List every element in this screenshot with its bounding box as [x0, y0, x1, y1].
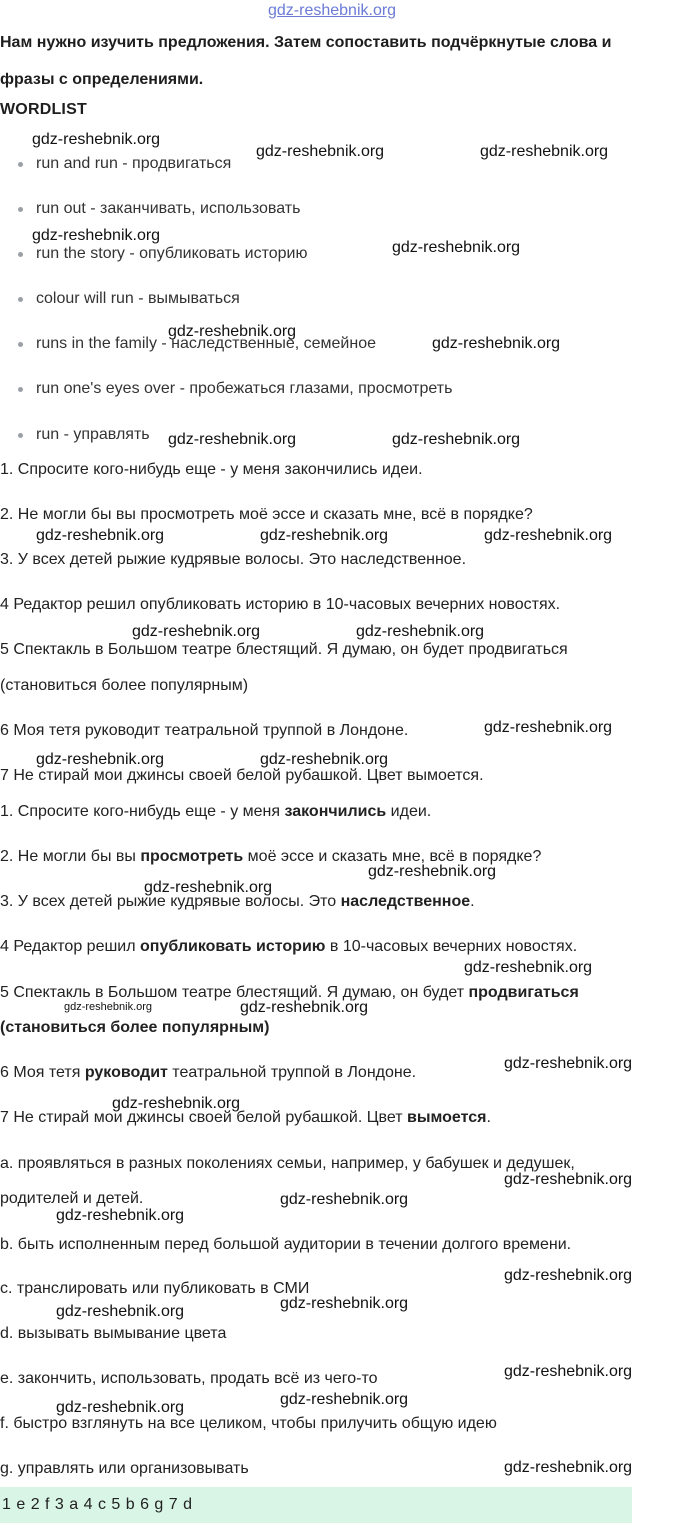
definition-line: b. быть исполненным перед большой аудитории в течении долгого времени. [0, 1236, 572, 1253]
definition-line: родителей и детей. [0, 1190, 144, 1207]
sentence-4: 4 Редактор решил опубликовать историю в 10-часовых вечерних новостях. [0, 938, 578, 955]
watermark-text: gdz-reshebnik.org [260, 527, 389, 544]
translation-line: 2. Не могли бы вы просмотреть моё эссе и сказать мне, всё в порядке? [0, 506, 533, 523]
watermark-text: gdz-reshebnik.org [432, 335, 561, 352]
watermark-text: gdz-reshebnik.org [368, 863, 497, 880]
bold-phrase: наследственное [340, 893, 471, 910]
sentence-5-cont [0, 1018, 269, 1038]
answer-text: 1 e 2 f 3 a 4 c 5 b 6 g 7 d [2, 1496, 193, 1513]
watermark-text: gdz-reshebnik.org [484, 527, 613, 544]
bold-phrase: закончились [284, 803, 387, 820]
bullet-icon [18, 207, 23, 212]
watermark-text: gdz-reshebnik.org [504, 1459, 633, 1476]
watermark-text: gdz-reshebnik.org [144, 879, 273, 896]
bullet-icon [18, 297, 23, 302]
watermark-text: gdz-reshebnik.org [504, 1171, 633, 1188]
definition-line: c. транслировать или публиковать в СМИ [0, 1280, 310, 1297]
translation-line: 3. У всех детей рыжие кудрявые волосы. Это наследственное. [0, 551, 467, 568]
top-watermark-link[interactable]: gdz-reshebnik.org [268, 2, 397, 19]
translation-line: 6 Моя тетя руководит театральной труппой в Лондоне. [0, 722, 409, 739]
translation-line: 7 Не стирай мои джинсы своей белой рубашкой. Цвет вымоется. [0, 767, 484, 784]
bullet-icon [18, 252, 23, 257]
sentence-5: 5 Спектакль в Большом театре блестящий. Я думаю, он будет продвигаться [0, 984, 579, 1001]
watermark-text: gdz-reshebnik.org [484, 719, 613, 736]
sentence-1: 1. Спросите кого-нибудь еще - у меня закончились идеи. [0, 803, 432, 820]
bullet-icon [18, 433, 23, 438]
task-line-1: Нам нужно изучить предложения. Затем сопоставить подчёркнутые слова и [0, 34, 612, 51]
definition-line: a. проявляться в разных поколениях семьи, например, у бабушек и дедушек, [0, 1155, 575, 1172]
watermark-text: gdz-reshebnik.org [280, 1191, 409, 1208]
watermark-text: gdz-reshebnik.org [392, 239, 521, 256]
watermark-text: gdz-reshebnik.org [32, 131, 161, 148]
watermark-text: gdz-reshebnik.org [36, 751, 165, 768]
definition-line: f. быстро взглянуть на все целиком, чтобы прилучить общую идею [0, 1415, 497, 1432]
bold-phrase: опубликовать историю [140, 938, 326, 955]
watermark-text: gdz-reshebnik.org [356, 623, 485, 640]
task-line-2: фразы с определениями. [0, 71, 204, 88]
watermark-text: gdz-reshebnik.org [280, 1295, 409, 1312]
watermark-text: gdz-reshebnik.org [132, 623, 261, 640]
translation-line: 1. Спросите кого-нибудь еще - у меня закончились идеи. [0, 461, 423, 478]
watermark-text: gdz-reshebnik.org [392, 431, 521, 448]
watermark-text: gdz-reshebnik.org [36, 527, 165, 544]
bold-phrase: (становиться более популярным) [0, 1019, 270, 1036]
sentence-3: 3. У всех детей рыжие кудрявые волосы. Это наследственное. [0, 893, 475, 910]
bullet-icon [18, 387, 23, 392]
watermark-text: gdz-reshebnik.org [256, 143, 385, 160]
translation-line: (становиться более популярным) [0, 677, 249, 694]
bold-phrase: просмотреть [140, 848, 244, 865]
bold-phrase: продвигаться [468, 984, 579, 1001]
watermark-text: gdz-reshebnik.org [464, 959, 593, 976]
bullet-icon [18, 162, 23, 167]
definition-line: e. закончить, использовать, продать всё из чего-то [0, 1370, 378, 1387]
bold-phrase: руководит [84, 1064, 168, 1081]
sentence-7: 7 Не стирай мои джинсы своей белой рубашкой. Цвет вымоется. [0, 1109, 491, 1126]
watermark-text-small: gdz-reshebnik.org [64, 1001, 153, 1013]
watermark-text: gdz-reshebnik.org [56, 1303, 185, 1320]
watermark-text: gdz-reshebnik.org [260, 751, 389, 768]
bullet-icon [18, 342, 23, 347]
translation-line: 4 Редактор решил опубликовать историю в 10-часовых вечерних новостях. [0, 596, 561, 613]
definition-line: g. управлять или организовывать [0, 1460, 249, 1477]
definition-line: d. вызывать вымывание цвета [0, 1325, 227, 1342]
watermark-text: gdz-reshebnik.org [504, 1267, 633, 1284]
sentence-2: 2. Не могли бы вы просмотреть моё эссе и сказать мне, всё в порядке? [0, 848, 542, 865]
sentence-6: 6 Моя тетя руководит театральной труппой в Лондоне. [0, 1064, 417, 1081]
watermark-text: gdz-reshebnik.org [56, 1399, 185, 1416]
watermark-text: gdz-reshebnik.org [504, 1363, 633, 1380]
watermark-text: gdz-reshebnik.org [32, 227, 161, 244]
watermark-text: gdz-reshebnik.org [240, 999, 369, 1016]
answer-box [0, 1487, 632, 1523]
watermark-text: gdz-reshebnik.org [112, 1095, 241, 1112]
bold-phrase: вымоется [407, 1109, 487, 1126]
watermark-text: gdz-reshebnik.org [280, 1391, 409, 1408]
watermark-text: gdz-reshebnik.org [480, 143, 609, 160]
watermark-text: gdz-reshebnik.org [168, 323, 297, 340]
wordlist-title: WORDLIST [0, 101, 87, 118]
watermark-text: gdz-reshebnik.org [504, 1055, 633, 1072]
watermark-text: gdz-reshebnik.org [56, 1207, 185, 1224]
translation-line: 5 Спектакль в Большом театре блестящий. Я думаю, он будет продвигаться [0, 641, 568, 658]
watermark-text: gdz-reshebnik.org [168, 431, 297, 448]
